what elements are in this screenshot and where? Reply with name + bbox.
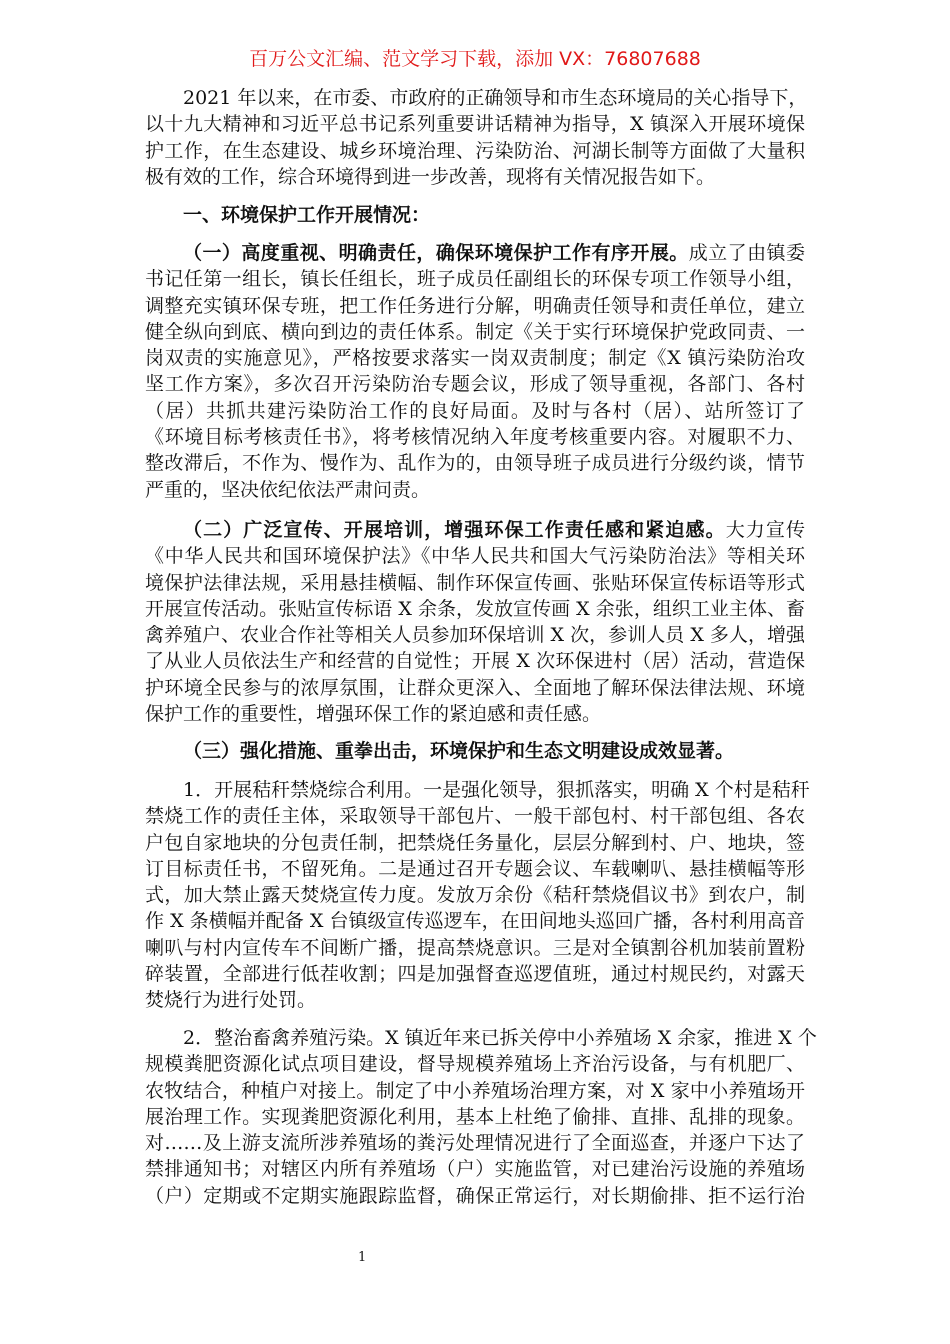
text-line: （居）共抓共建污染防治工作的良好局面。及时与各村（居）、站所签订了 xyxy=(145,399,805,422)
text-line: 禁排通知书；对辖区内所有养殖场（户）实施监管，对已建治污设施的养殖场 xyxy=(145,1158,805,1181)
text-line: （户）定期或不定期实施跟踪监督，确保正常运行，对长期偷排、拒不运行治 xyxy=(145,1184,805,1207)
text-line: 户包自家地块的分包责任制，把禁烧任务量化，层层分解到村、户、地块，签 xyxy=(145,831,805,854)
text-line: 喇叭与村内宣传车不间断广播，提高禁烧意识。三是对全镇割谷机加装前置粉 xyxy=(145,936,805,959)
text-line: 禁烧工作的责任主体，采取领导干部包片、一般干部包村、村干部包组、各农 xyxy=(145,805,805,828)
paragraph-item-1 xyxy=(145,777,810,1014)
text-line: 护环境全民参与的浓厚氛围，让群众更深入、全面地了解环保法律法规、环境 xyxy=(145,676,805,699)
text-line: 禽养殖户、农业合作社等相关人员参加环保培训 X 次，参训人员 X 多人，增强 xyxy=(145,624,805,647)
page-number: 1 xyxy=(358,1250,367,1265)
text-line: 了从业人员依法生产和经营的自觉性；开展 X 次环保进村（居）活动，营造保 xyxy=(145,650,805,673)
text-line: 以十九大精神和习近平总书记系列重要讲话精神为指导，X 镇深入开展环境保 xyxy=(145,113,805,136)
text-line: 岗双责的实施意见》，严格按要求落实一岗双责制度；制定《X 镇污染防治攻 xyxy=(145,347,805,370)
text-line: 整改滞后，不作为、慢作为、乱作为的，由领导班子成员进行分级约谈，情节 xyxy=(145,452,805,475)
text-line: 极有效的工作，综合环境得到进一步改善，现将有关情况报告如下。 xyxy=(145,165,716,188)
text-line: 1．开展秸秆禁烧综合利用。一是强化领导，狠抓落实，明确 X 个村是秸秆 xyxy=(183,779,810,801)
text-line: 2021 年以来，在市委、市政府的正确领导和市生态环境局的关心指导下， xyxy=(183,87,808,109)
text-line: 对……及上游支流所涉养殖场的粪污处理情况进行了全面巡查，并逐户下达了 xyxy=(145,1132,805,1155)
text-line: （一）高度重视、明确责任，确保环境保护工作有序开展。成立了由镇委 xyxy=(183,242,805,264)
text-line: 保护工作的重要性，增强环保工作的紧迫感和责任感。 xyxy=(145,703,602,726)
text-line: 碎装置，全部进行低茬收割；四是加强督查巡逻值班，通过村规民约，对露天 xyxy=(145,963,805,986)
text-line: 健全纵向到底、横向到边的责任体系。制定《关于实行环境保护党政同责、一 xyxy=(145,320,805,343)
paragraph-heading-1 xyxy=(145,202,805,228)
text-line: 护工作，在生态建设、城乡环境治理、污染防治、河湖长制等方面做了大量积 xyxy=(145,139,805,162)
paragraph-section-2 xyxy=(145,517,805,727)
text-line: 《中华人民共和国环境保护法》《中华人民共和国大气污染防治法》等相关环 xyxy=(145,545,805,568)
text-line: 焚烧行为进行处罚。 xyxy=(145,989,317,1012)
text-line: 农牧结合，种植户对接上。制定了中小养殖场治理方案，对 X 家中小养殖场开 xyxy=(145,1079,805,1102)
text-line: 坚工作方案》，多次召开污染防治专题会议，形成了领导重视，各部门、各村 xyxy=(145,373,805,396)
text-line: 开展宣传活动。张贴宣传标语 X 余条，发放宣传画 X 余张，组织工业主体、畜 xyxy=(145,597,805,620)
paragraph-lead: （一）高度重视、明确责任，确保环境保护工作有序开展。 xyxy=(183,242,689,264)
text-line: 订目标责任书，不留死角。二是通过召开专题会议、车载喇叭、悬挂横幅等形 xyxy=(145,857,805,880)
text-line: 作 X 条横幅并配备 X 台镇级宣传巡逻车，在田间地头巡回广播，各村利用高音 xyxy=(145,910,805,933)
text-line: 展治理工作。实现粪肥资源化利用，基本上杜绝了偷排、直排、乱排的现象。 xyxy=(145,1105,805,1128)
paragraph-item-2 xyxy=(145,1025,817,1209)
paragraph-section-1 xyxy=(145,240,805,503)
paragraph-section-3 xyxy=(145,738,805,764)
text-line: 严重的，坚决依纪依法严肃问责。 xyxy=(145,478,431,501)
watermark-banner: 百万公文汇编、范文学习下载，添加 VX：76807688 xyxy=(249,48,701,70)
text-line: 一、环境保护工作开展情况： xyxy=(183,204,431,226)
text-line: 境保护法律法规，采用悬挂横幅、制作环保宣传画、张贴环保宣传标语等形式 xyxy=(145,571,805,594)
text-line: 调整充实镇环保专班，把工作任务进行分解，明确责任领导和责任单位，建立 xyxy=(145,294,805,317)
text-line: 《环境目标考核责任书》，将考核情况纳入年度考核重要内容。对履职不力、 xyxy=(145,426,805,449)
text-line: 书记任第一组长，镇长任组长，班子成员任副组长的环保专项工作领导小组， xyxy=(145,268,805,291)
paragraph-intro xyxy=(145,85,808,190)
paragraph-lead: （二）广泛宣传、开展培训，增强环保工作责任感和紧迫感。 xyxy=(183,519,726,541)
text-line: （二）广泛宣传、开展培训，增强环保工作责任感和紧迫感。大力宣传 xyxy=(183,519,805,541)
text-line: （三）强化措施、重拳出击，环境保护和生态文明建设成效显著。 xyxy=(183,740,735,762)
text-line: 式，加大禁止露天焚烧宣传力度。发放万余份《秸秆禁烧倡议书》到农户，制 xyxy=(145,884,805,907)
text-line: 规模粪肥资源化试点项目建设，督导规模养殖场上齐治污设备，与有机肥厂、 xyxy=(145,1053,805,1076)
text-line: 2．整治畜禽养殖污染。X 镇近年来已拆关停中小养殖场 X 余家，推进 X 个 xyxy=(183,1027,817,1049)
